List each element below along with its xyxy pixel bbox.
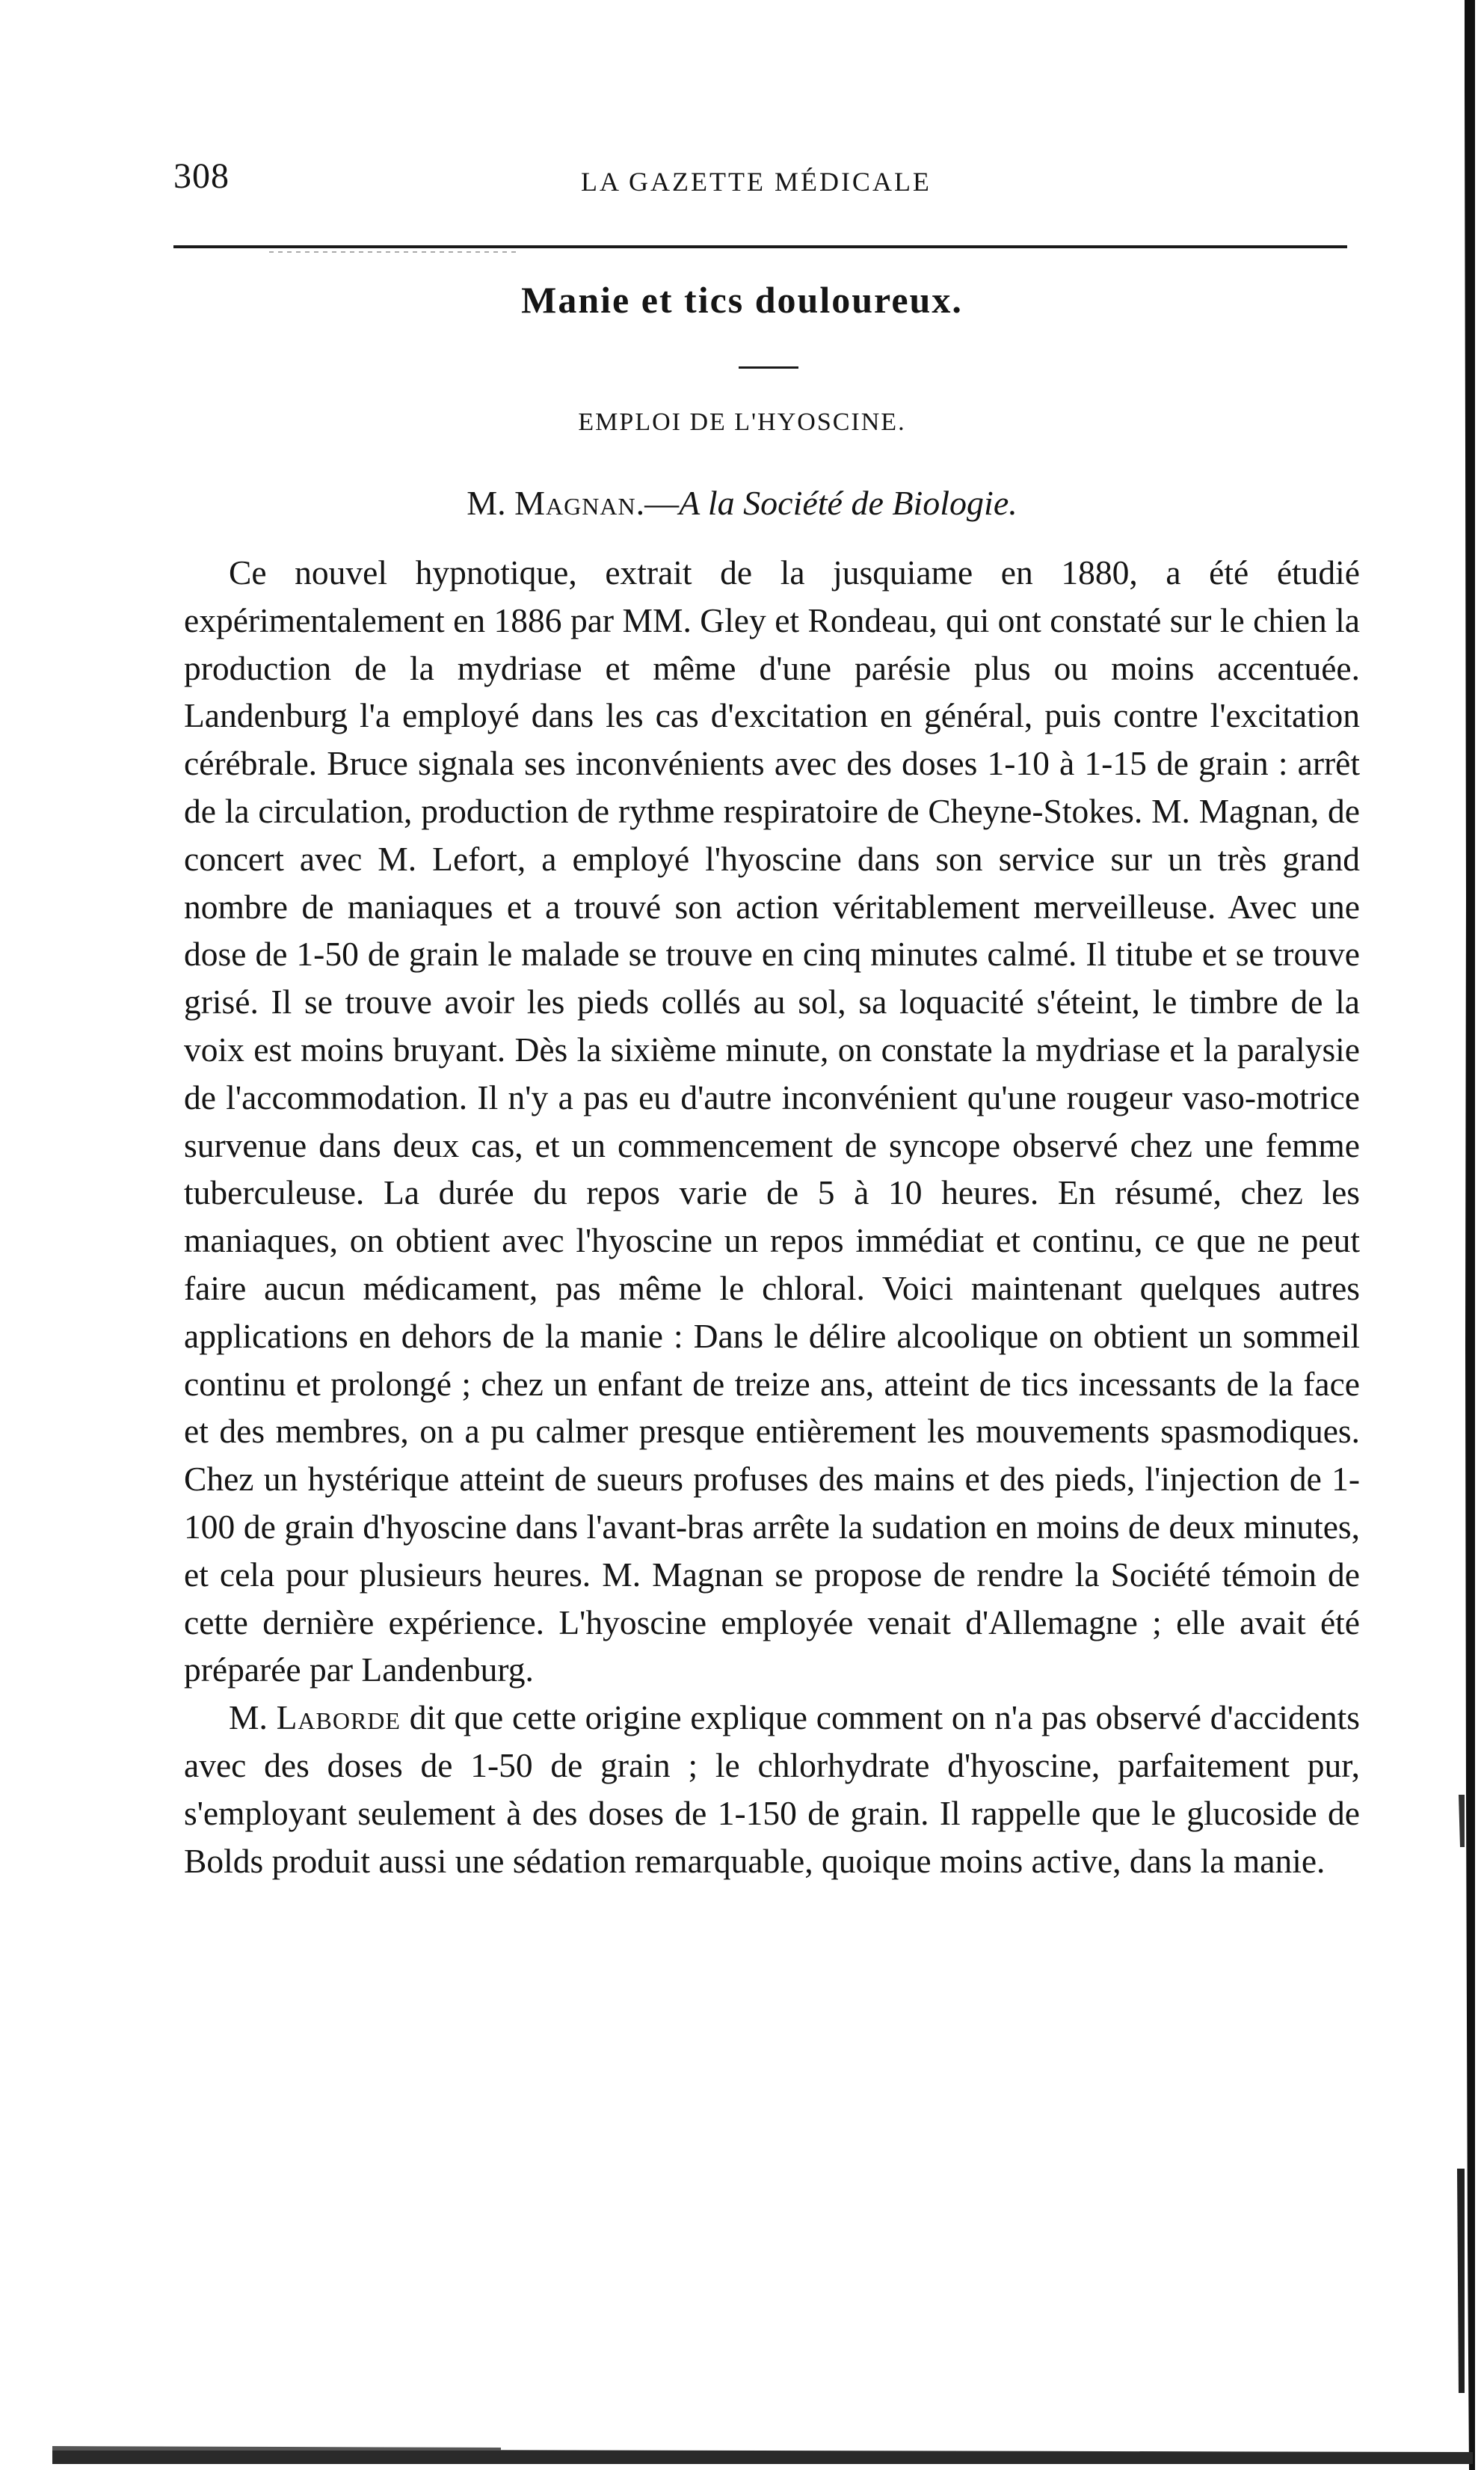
running-head: LA GAZETTE MÉDICALE xyxy=(581,167,932,197)
paragraph-2-speaker: Laborde xyxy=(276,1698,401,1737)
header-rule xyxy=(173,245,1347,248)
article-title: Manie et tics douloureux. xyxy=(521,279,963,321)
header-rule-artifact xyxy=(269,251,516,253)
byline xyxy=(0,483,1484,523)
byline-separator: .— xyxy=(635,484,680,522)
article-subtitle: EMPLOI DE L'HYOSCINE. xyxy=(578,408,906,436)
page-header xyxy=(173,156,1344,208)
byline-author: Magnan xyxy=(514,484,636,522)
paragraph-2-text: dit que cette origine explique comment on n'a pas observé d'accidents avec des doses de 1-50 de grain ; le chlorhydrate d'hyoscine, parfaitement pur, s'employant seulement à des doses de 1-150 de grain. Il rappelle que le glucoside de Bolds produit aussi une sédation remarquable, quoique moins active, dans la manie. xyxy=(184,1698,1360,1880)
paragraph-1-text: Ce nouvel hypnotique, extrait de la jusquiame en 1880, a été étudié expérimentalement en 1886 par MM. Gley et Rondeau, qui ont constaté sur le chien la production de la mydriase et même d'une parésie plus ou moins accentuée. Landenburg l'a employé dans les cas d'excitation en général, puis contre l'excitation cérébrale. Bruce signala ses inconvénients avec des doses 1-10 à 1-15 de grain : arrêt de la circulation, production de rythme respiratoire de Cheyne-Stokes. M. Magnan, de concert avec M. Lefort, a employé l'hyoscine dans son service sur un très grand nombre de maniaques et a trouvé son action véritablement merveilleuse. Avec une dose de 1-50 de grain le malade se trouve en cinq minutes calmé. Il titube et se trouve grisé. Il se trouve avoir les pieds collés au sol, sa loquacité s'éteint, le timbre de la voix est moins bruyant. Dès la sixième minute, on constate la mydriase et la paralysie de l'accommodation. Il n'y a pas eu d'autre inconvénient qu'une rougeur vaso-motrice survenue dans deux cas, et un commencement de syncope observé chez une femme tuberculeuse. La durée du repos varie de 5 à 10 heures. En résumé, chez les maniaques, on obtient avec l'hyoscine un repos immédiat et continu, ce que ne peut faire aucun médicament, pas même le chloral. Voici maintenant quelques autres applications en dehors de la manie : Dans le délire alcoolique on obtient un sommeil continu et prolongé ; chez un enfant de treize ans, atteint de tics incessants de la face et des membres, on a pu calmer presque entièrement les mouvements spasmodiques. Chez un hystérique atteint de sueurs profuses des mains et des pieds, l'injection de 1-100 de grain d'hyoscine dans l'avant-bras arrête la sudation en moins de deux minutes, et cela pour plusieurs heures. M. Magnan se propose de rendre la Société témoin de cette dernière expérience. L'hyoscine employée venait d'Allemagne ; elle avait été préparée par Landenburg. xyxy=(184,553,1360,1689)
article-body xyxy=(184,549,1360,1884)
scan-edge-bottom xyxy=(52,2434,1473,2464)
paragraph-2-lead: M. xyxy=(229,1698,277,1737)
byline-venue: A la Société de Biologie. xyxy=(679,484,1017,522)
scan-edge-right xyxy=(1450,0,1475,2470)
page-number: 308 xyxy=(173,156,230,196)
byline-prefix: M. xyxy=(467,484,515,522)
title-divider xyxy=(739,366,798,369)
paragraph-1 xyxy=(184,549,1360,1694)
paragraph-2 xyxy=(184,1694,1360,1884)
